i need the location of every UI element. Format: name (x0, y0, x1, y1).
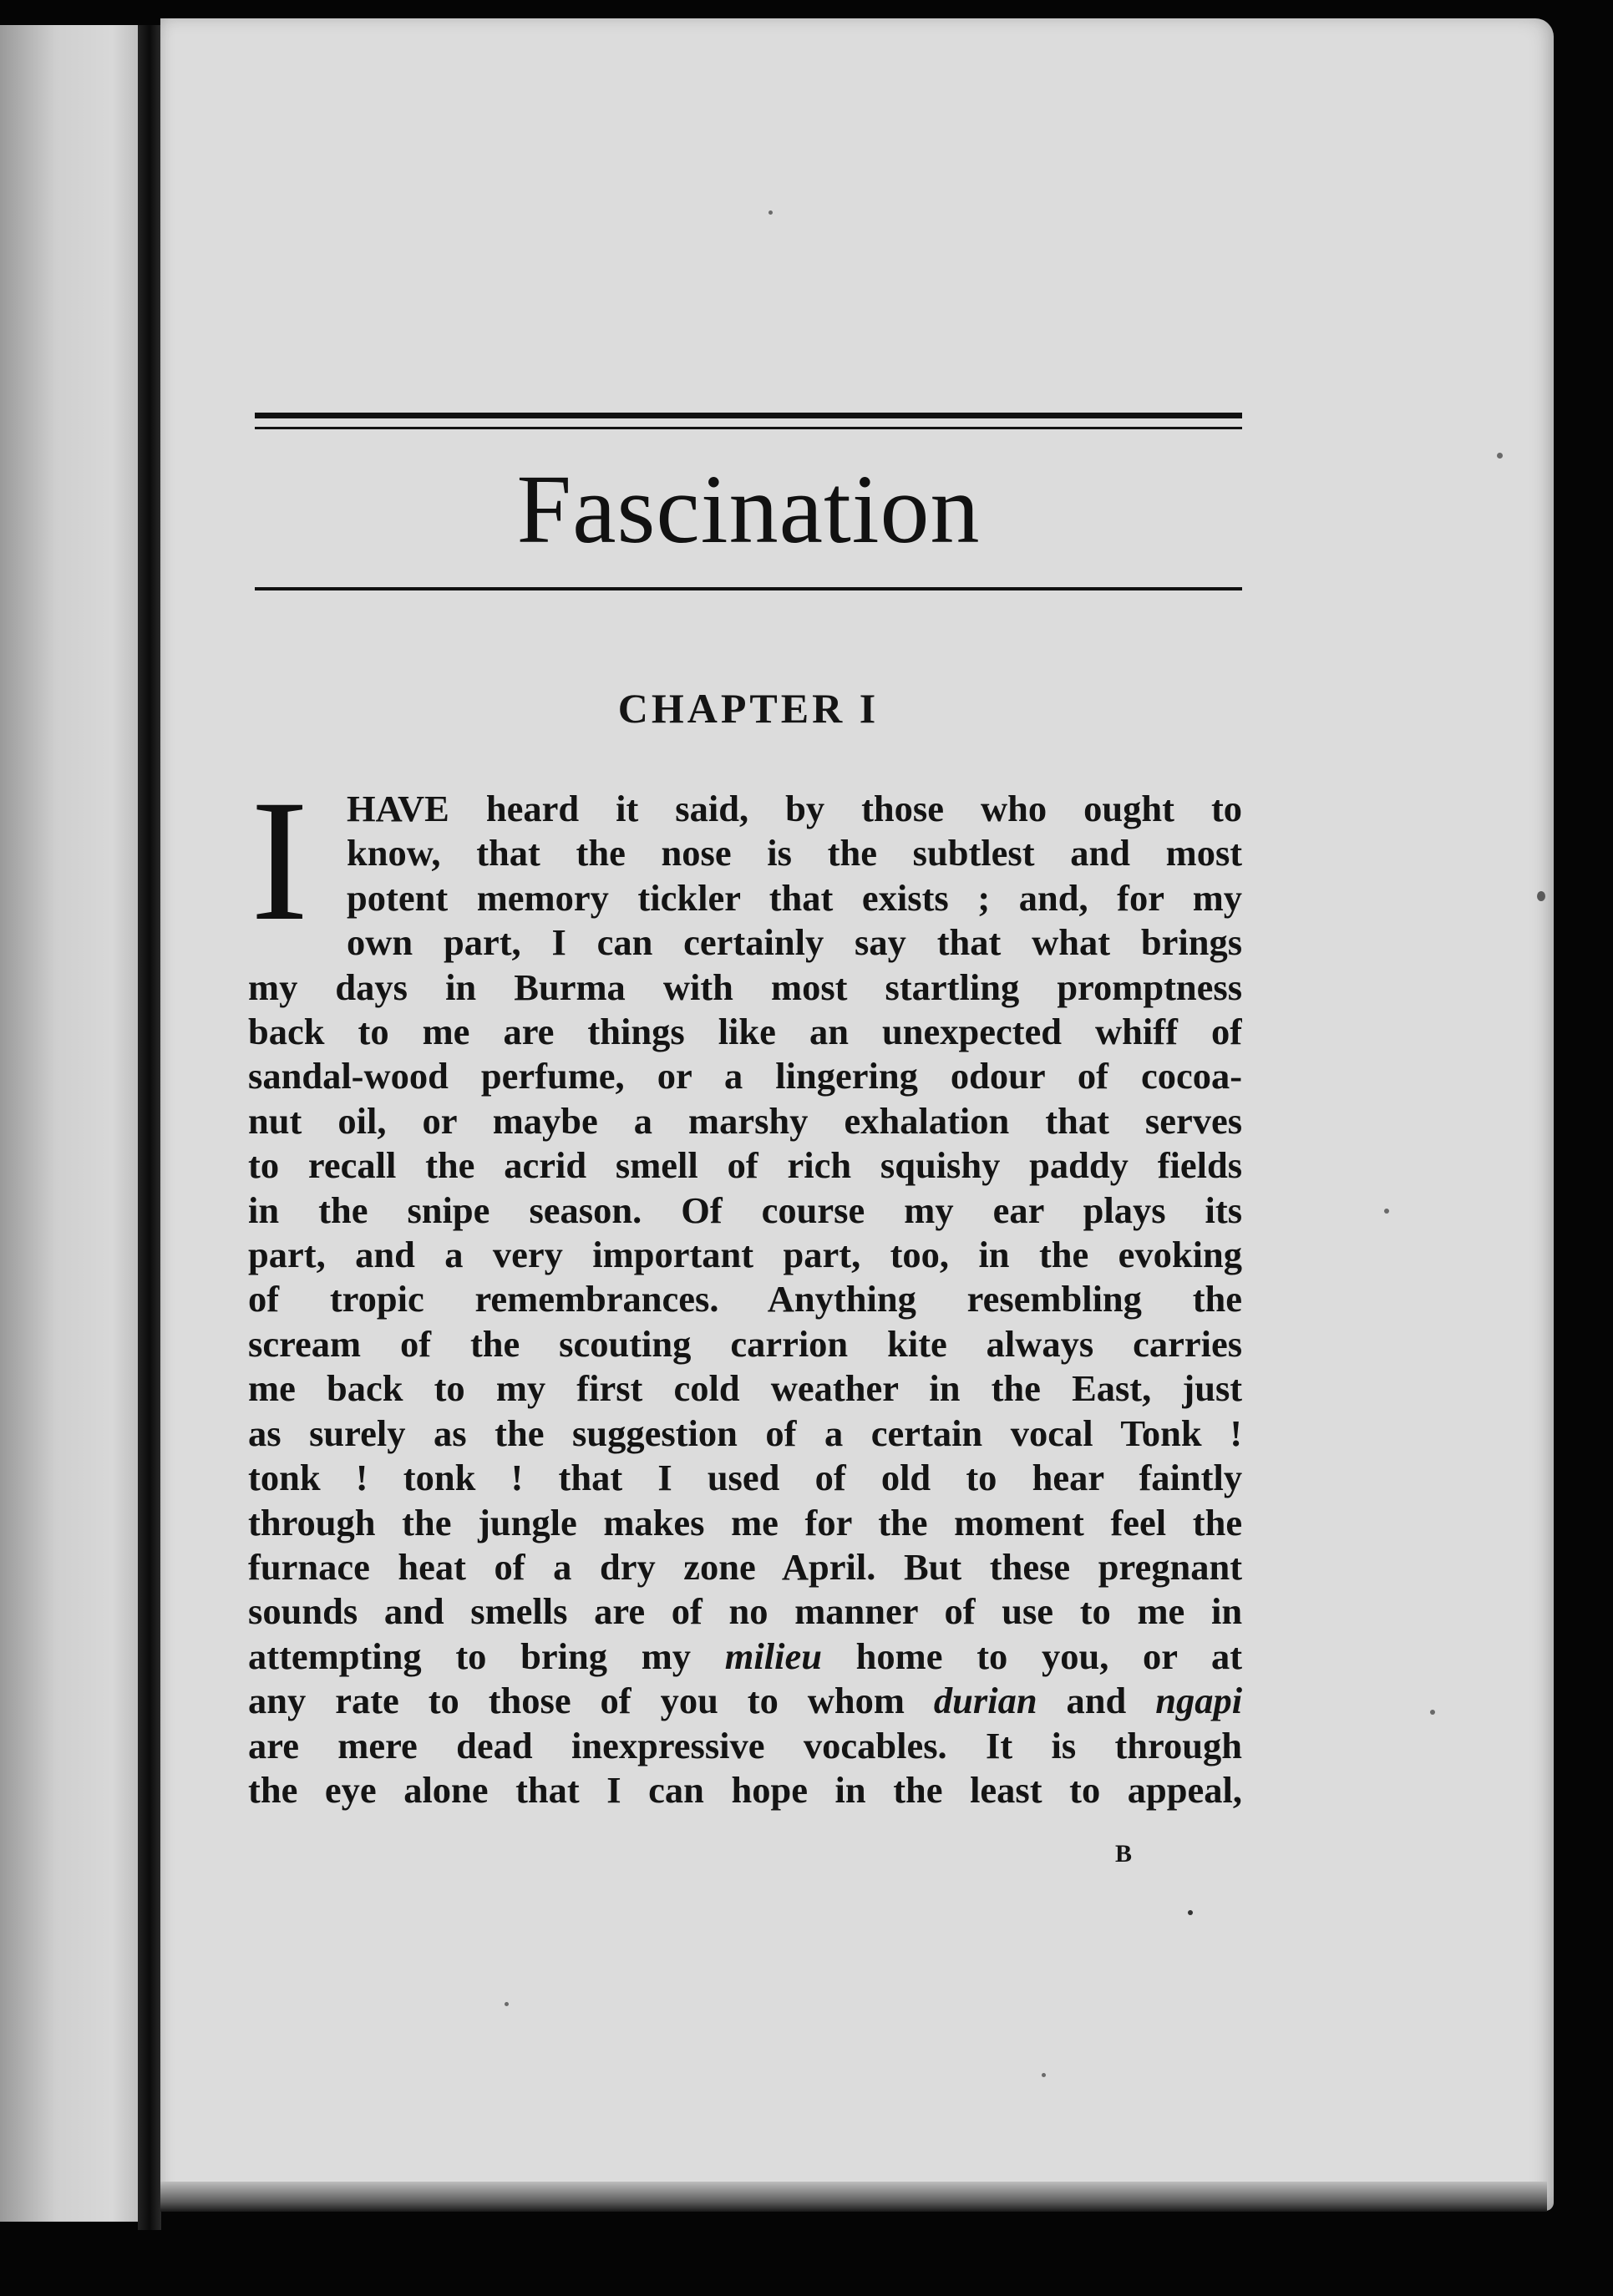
text-line: scream of the scouting carrion kite always carries (248, 1322, 1242, 1365)
paper-speck (1497, 453, 1503, 459)
text-line: nut oil, or maybe a marshy exhalation that serves (248, 1099, 1242, 1142)
text-line: tonk ! tonk ! that I used of old to hear faintly (248, 1457, 1242, 1499)
text-line: through the jungle makes me for the moment feel the (248, 1501, 1242, 1543)
text-line: are mere dead inexpressive vocables. It is through (248, 1724, 1242, 1766)
paper-speck (1384, 1209, 1389, 1214)
text-line: to recall the acrid smell of rich squishy paddy fields (248, 1144, 1242, 1187)
text-line: sounds and smells are of no manner of use to me in (248, 1590, 1242, 1633)
text-line: the eye alone that I can hope in the least to appeal, (248, 1768, 1242, 1811)
text-line: any rate to those of you to whom durian and ngapi (248, 1680, 1242, 1722)
text-line: know, that the nose is the subtlest and most (347, 832, 1242, 874)
paper-speck (1537, 891, 1545, 901)
paper-speck (1430, 1710, 1435, 1715)
paper-speck (1188, 1910, 1193, 1915)
paper-speck (768, 210, 773, 215)
title-rule-top-thin (255, 427, 1242, 429)
text-line: sandal-wood perfume, or a lingering odour of cocoa- (248, 1055, 1242, 1097)
text-line: own part, I can certainly say that what brings (347, 921, 1242, 964)
text-line: potent memory tickler that exists ; and, for my (347, 876, 1242, 919)
chapter-heading: CHAPTER I (617, 685, 880, 732)
book-title: Fascination (516, 454, 981, 564)
text-line: HAVE heard it said, by those who ought to (347, 788, 1242, 829)
text-line: part, and a very important part, too, in the evoking (248, 1234, 1242, 1276)
text-line: of tropic remembrances. Anything resembling the (248, 1278, 1242, 1320)
signature-mark: B (1115, 1840, 1134, 1868)
text-line: my days in Burma with most startling promptness (248, 966, 1242, 1008)
text-line: furnace heat of a dry zone April. But these pregnant (248, 1545, 1242, 1588)
text-line: in the snipe season. Of course my ear plays its (248, 1189, 1242, 1231)
left-page-edge (0, 25, 140, 2222)
text-line: me back to my first cold weather in the East, just (248, 1367, 1242, 1410)
chapter-body-text (248, 787, 1242, 1812)
title-rule-bottom (255, 587, 1242, 590)
title-rule-top (255, 413, 1242, 418)
book-gutter (138, 25, 161, 2230)
text-line: back to me are things like an unexpected whiff of (248, 1011, 1242, 1053)
text-line: attempting to bring my milieu home to you, or at (248, 1635, 1242, 1677)
text-line: as surely as the suggestion of a certain vocal Tonk ! (248, 1412, 1242, 1454)
drop-cap: I (251, 764, 309, 956)
page-bottom-edge (160, 2182, 1547, 2212)
paper-speck (505, 2002, 509, 2006)
paper-speck (1042, 2073, 1046, 2077)
